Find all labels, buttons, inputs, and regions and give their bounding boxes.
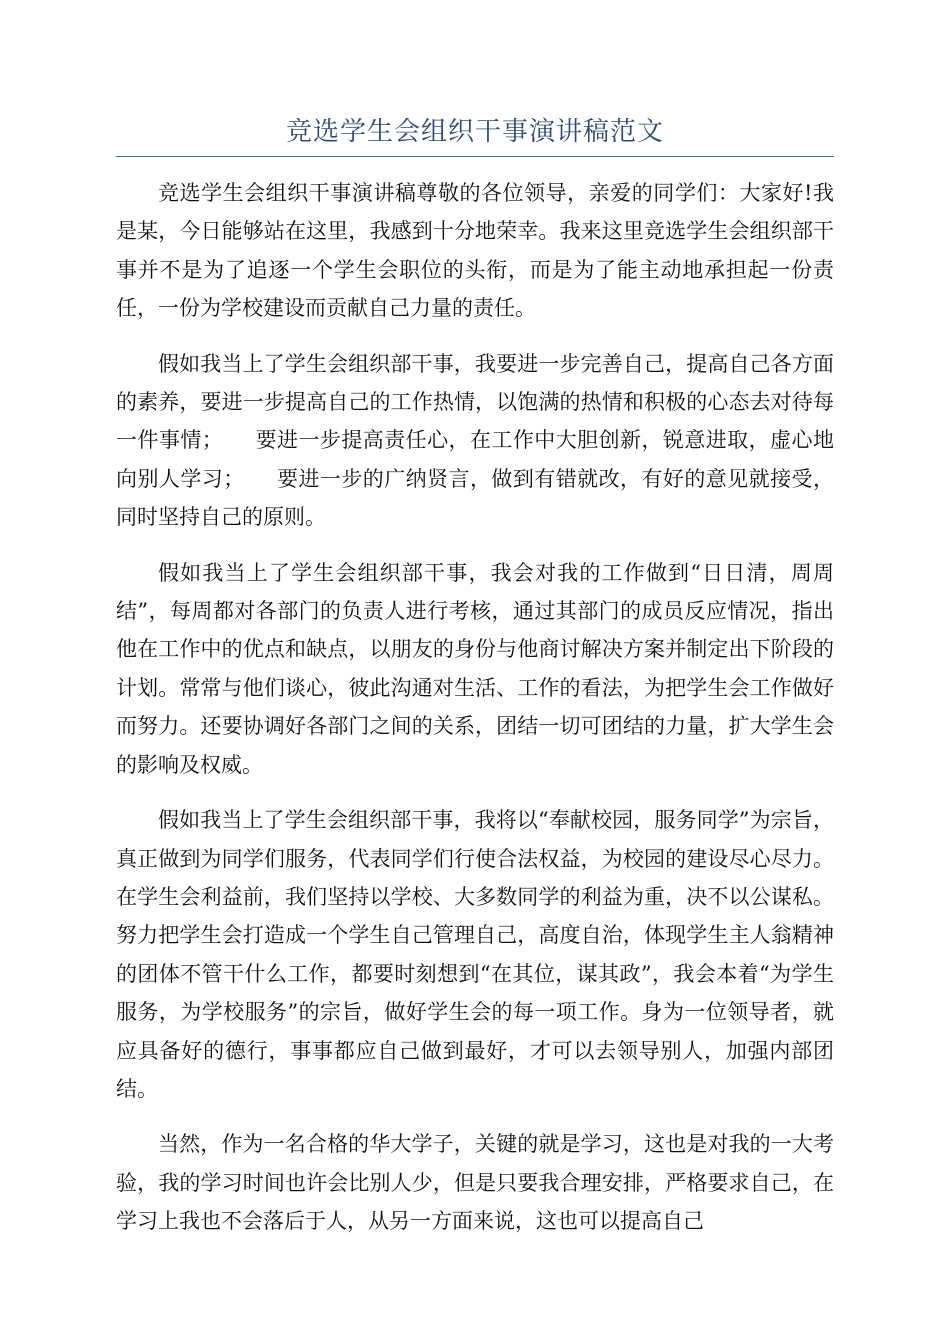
paragraph-3: 假如我当上了学生会组织部干事，我会对我的工作做到“日日清，周周结”，每周都对各部门的负责人进行考核，通过其部门的成员反应情况，指出他在工作中的优点和缺点，以朋友的身份与他商讨解决方案并制定出下阶段的计划。常常与他们谈心，彼此沟通对生活、工作的看法，为把学生会工作做好而努力。还要协调好各部门之间的关系，团结一切可团结的力量，扩大学生会的影响及权威。 bbox=[116, 560, 834, 777]
title-block bbox=[116, 112, 834, 157]
document-body bbox=[116, 174, 834, 1258]
paragraph-1: 竞选学生会组织干事演讲稿尊敬的各位领导，亲爱的同学们：大家好!我是某，今日能够站在这里，我感到十分地荣幸。我来这里竞选学生会组织部干事并不是为了追逐一个学生会职位的头衔，而是为了能主动地承担起一份责任，一份为学校建设而贡献自己力量的责任。 bbox=[116, 181, 834, 321]
paragraph-4: 假如我当上了学生会组织部干事，我将以“奉献校园，服务同学”为宗旨，真正做到为同学们服务，代表同学们行使合法权益，为校园的建设尽心尽力。在学生会利益前，我们坚持以学校、大多数同学的利益为重，决不以公谋私。努力把学生会打造成一个学生自己管理自己，高度自治，体现学生主人翁精神的团体不管干什么工作，都要时刻想到“在其位，谋其政”，我会本着“为学生服务，为学校服务”的宗旨，做好学生会的每一项工作。身为一位领导者，就应具备好的德行，事事都应自己做到最好，才可以去领导别人，加强内部团结。 bbox=[116, 808, 834, 1101]
document-title: 竞选学生会组织干事演讲稿范文 bbox=[285, 117, 664, 147]
paragraph-5: 当然，作为一名合格的华大学子，关键的就是学习，这也是对我的一大考验，我的学习时间也许会比别人少，但是只要我合理安排，严格要求自己，在学习上我也不会落后于人，从另一方面来说，这也可以提高自己 bbox=[116, 1132, 834, 1234]
paragraph-2: 假如我当上了学生会组织部干事，我要进一步完善自己，提高自己各方面的素养，要进一步提高自己的工作热情，以饱满的热情和积极的心态去对待每一件事情； 要进一步提高责任心，在工作中大胆创新，锐意进取，虚心地向别人学习； 要进一步的广纳贤言，做到有错就改，有好的意见就接受，同时坚持自己的原则。 bbox=[116, 351, 834, 530]
